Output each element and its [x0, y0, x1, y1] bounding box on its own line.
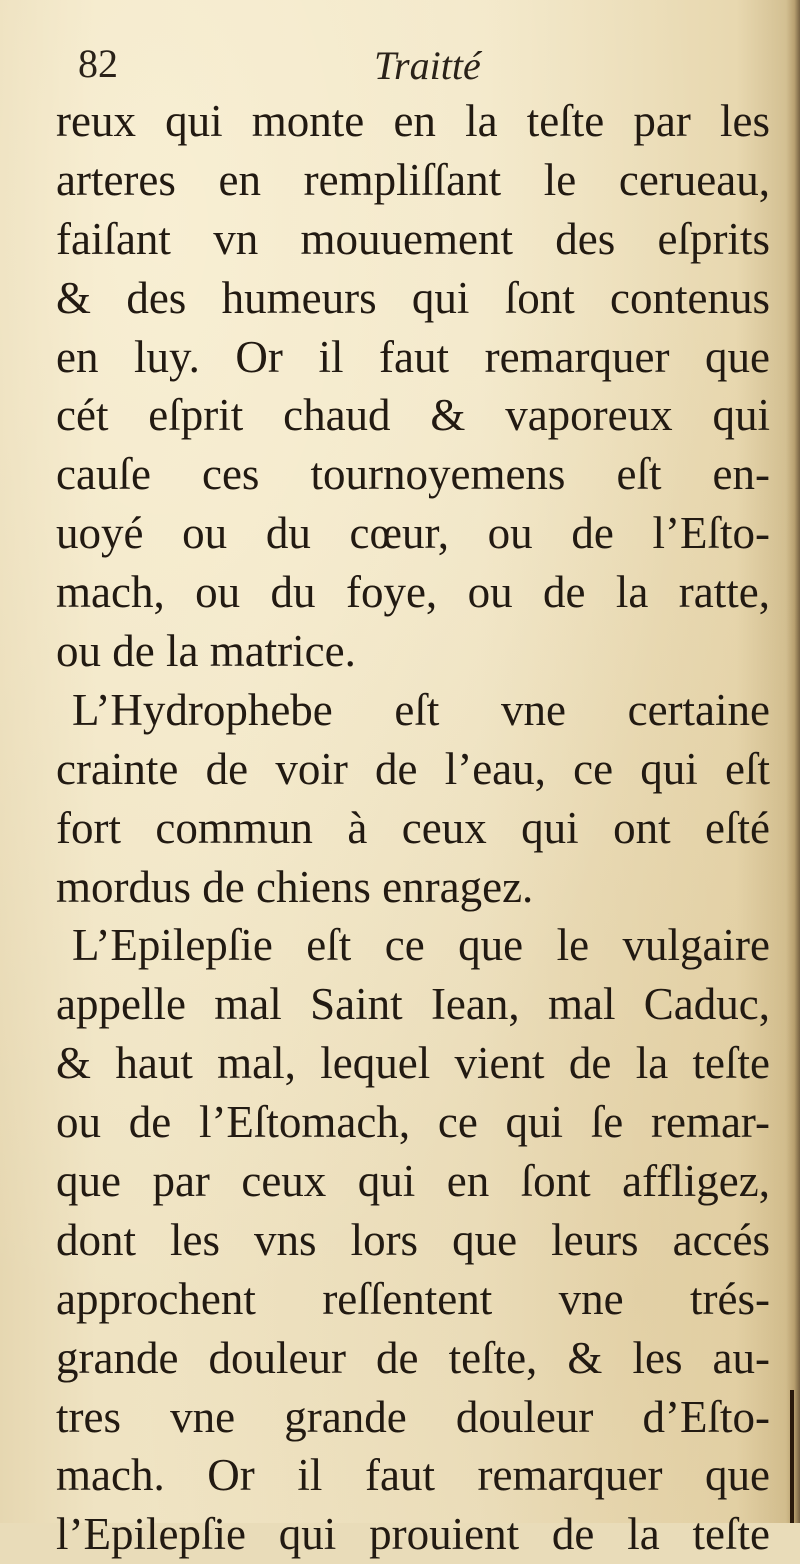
text-line-23: tres vne grande douleur d’Eſto-: [56, 1391, 770, 1442]
text-line-16: appelle mal Saint Iean, mal Caduc,: [56, 979, 770, 1030]
text-line-8: uoyé ou du cœur, ou de l’Eſto-: [56, 508, 770, 559]
text-line-2: arteres en rempliſſant le cerueau,: [56, 154, 770, 205]
running-title: Traitté: [374, 43, 481, 88]
text-line-20: dont les vns lors que leurs accés: [56, 1214, 770, 1265]
text-line-4: & des humeurs qui ſont contenus: [56, 272, 770, 323]
text-line-1: reux qui monte en la teſte par les: [56, 96, 770, 146]
body-text: [56, 92, 770, 1564]
text-line-14: mordus de chiens enragez.: [56, 861, 534, 912]
text-line-11: L’Hydrophebe eſt vne certaine: [72, 684, 770, 735]
text-line-24: mach. Or il faut remarquer que: [56, 1450, 770, 1501]
text-line-6: cét eſprit chaud & vaporeux qui: [56, 390, 770, 441]
text-line-5: en luy. Or il faut remarquer que: [56, 331, 770, 382]
text-line-21: approchent reſſentent vne trés-: [56, 1273, 770, 1324]
text-line-12: crainte de voir de l’eau, ce qui eſt: [56, 743, 770, 794]
text-line-15: L’Epilepſie eſt ce que le vulgaire: [72, 920, 770, 971]
text-line-17: & haut mal, lequel vient de la teſte: [56, 1038, 770, 1089]
text-line-9: mach, ou du foye, ou de la ratte,: [56, 567, 770, 618]
binding-edge-mark: [790, 1390, 794, 1523]
text-line-10: ou de la matrice.: [56, 626, 356, 677]
text-line-3: faiſant vn mouuement des eſprits: [56, 213, 770, 264]
text-line-18: ou de l’Eſtomach, ce qui ſe remar-: [56, 1097, 770, 1148]
text-line-7: cauſe ces tournoyemens eſt en-: [56, 449, 770, 500]
page-header: [78, 30, 768, 100]
page-number: 82: [78, 41, 118, 86]
page-edge-shadow: [786, 0, 800, 1523]
text-line-25: l’Epilepſie qui prouient de la teſte: [56, 1509, 770, 1560]
text-line-19: que par ceux qui en ſont affligez,: [56, 1156, 770, 1207]
text-line-22: grande douleur de teſte, & les au-: [56, 1332, 770, 1383]
text-line-13: fort commun à ceux qui ont eſté: [56, 802, 770, 853]
